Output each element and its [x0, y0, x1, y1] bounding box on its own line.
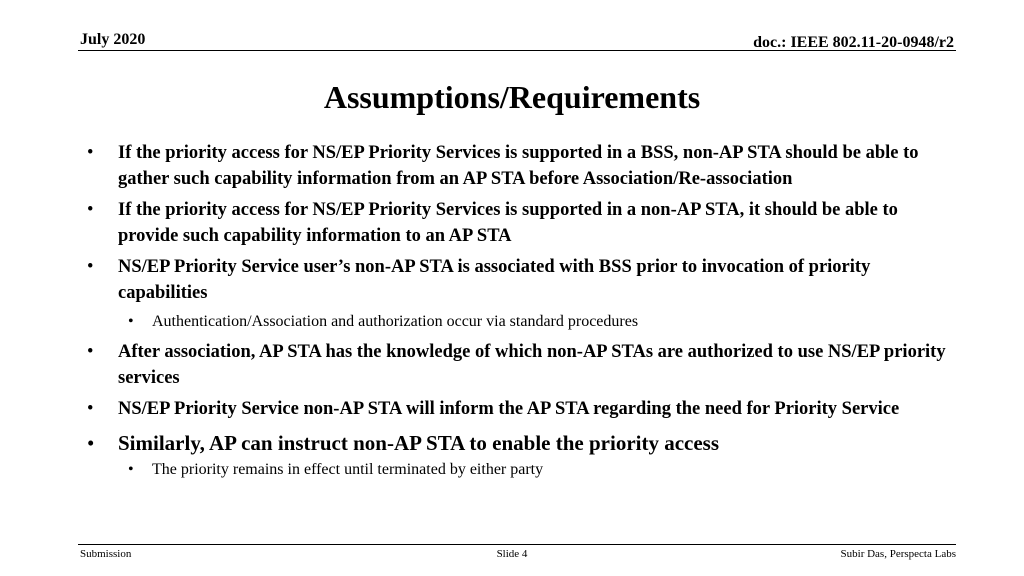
sub-bullet-text: Authentication/Association and authorization occur via standard procedures	[152, 313, 639, 330]
sub-bullet-text: The priority remains in effect until terminated by either party	[152, 460, 544, 478]
bullet-item-1	[84, 141, 954, 192]
bullet-marker: •	[87, 257, 94, 277]
bullet-text: After association, AP STA has the knowledge of which non-AP STAs are authorized to use NS/EP priority services	[118, 342, 946, 388]
bullet-text: NS/EP Priority Service user’s non-AP STA is associated with BSS prior to invocation of priority capabilities	[118, 257, 871, 303]
bullet-text: If the priority access for NS/EP Priority Services is supported in a non-AP STA, it should be able to provide such capability information to an AP STA	[118, 200, 898, 246]
header-doc-id: doc.: IEEE 802.11-20-0948/r2	[753, 34, 954, 51]
bullet-marker: •	[87, 430, 95, 455]
sub-bullet-marker: •	[128, 313, 134, 330]
footer-divider	[78, 544, 956, 545]
bullet-item-6	[84, 429, 954, 458]
footer-slide-number: Slide 4	[496, 548, 528, 560]
bullet-marker: •	[87, 399, 94, 419]
bullet-marker: •	[87, 342, 94, 362]
bullet-item-4	[84, 340, 954, 391]
sub-bullet-marker: •	[128, 460, 134, 478]
bullet-item-3	[84, 255, 954, 306]
sub-bullet-item-2	[84, 459, 954, 481]
sub-bullet-item-1	[84, 311, 954, 333]
bullet-marker: •	[87, 200, 94, 220]
bullet-item-2	[84, 198, 954, 249]
slide-title: Assumptions/Requirements	[323, 79, 701, 115]
header-divider	[78, 50, 956, 51]
bullet-list	[84, 141, 954, 488]
bullet-text: Similarly, AP can instruct non-AP STA to enable the priority access	[118, 430, 720, 455]
bullet-marker: •	[87, 143, 94, 163]
bullet-text: NS/EP Priority Service non-AP STA will inform the AP STA regarding the need for Priority Service	[118, 399, 900, 419]
footer-author: Subir Das, Perspecta Labs	[840, 548, 956, 560]
footer-submission: Submission	[80, 548, 132, 560]
bullet-text: If the priority access for NS/EP Priority Services is supported in a BSS, non-AP STA should be able to gather such capability information from an AP STA before Association/Re-association	[118, 143, 919, 189]
header-date: July 2020	[80, 31, 146, 48]
bullet-item-5	[84, 397, 954, 423]
